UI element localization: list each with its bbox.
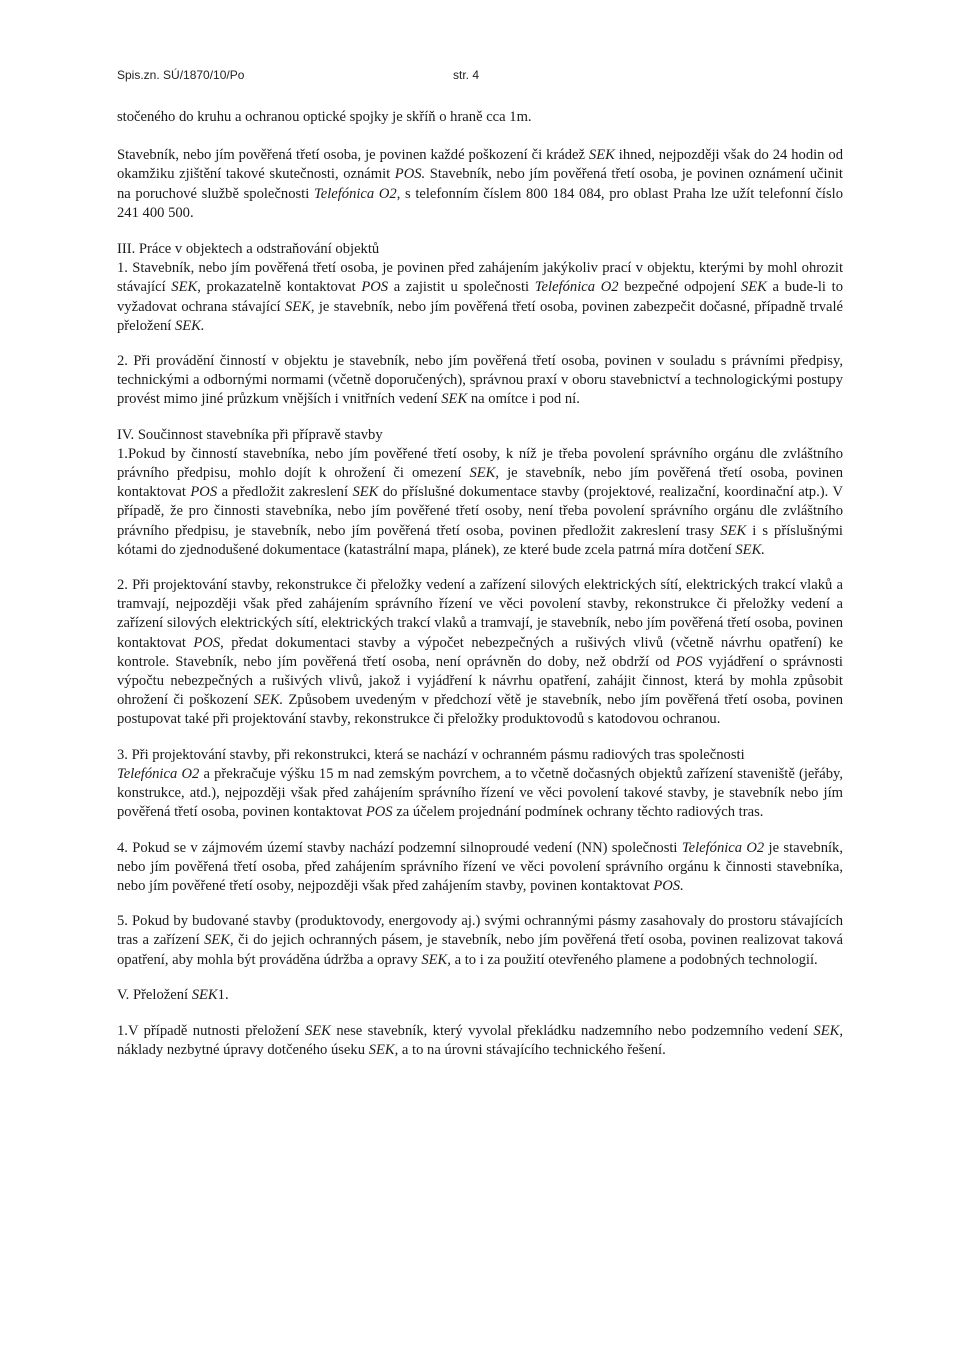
section-heading-iv: IV. Součinnost stavebníka při přípravě stavby bbox=[117, 426, 383, 443]
paragraph-v-1: 1.V případě nutnosti přeložení SEK nese stavebník, který vyvolal překládku nadzemního nebo podzemního vedení SEK, náklady nezbytné úpravy dotčeného úseku SEK, a to na úrovni stávajícího technického řešení. bbox=[117, 1022, 844, 1059]
paragraph-iv-4: 4. Pokud se v zájmovém území stavby nachází podzemní silnoproudé vedení (NN) společnosti Telefónica O2 je stavebník, nebo jím pověřená třetí osoba, před zahájením správního řízení ve věci povolení správního orgánu k činnosti stavebníka, nebo jím pověřené třetí osoby, nejpozději však před zahájením stavby, povinen kontaktovat POS. bbox=[117, 839, 843, 894]
paragraph-iv-3: 3. Při projektování stavby, při rekonstrukci, která se nachází v ochranném pásmu radiových tras společnosti Telefónica O2 a překračuje výšku 15 m nad zemským povrchem, a to včetně dočasných objektů zařízení staveniště (jeřáby, konstrukce, atd.), nejpozději však před zahájením správního řízení ve věci povolení takové stavby, je stavebník nebo jím pověřená třetí osoba, povinen kontaktovat POS za účelem projednání podmínek ochrany těchto radiových tras. bbox=[117, 746, 843, 821]
page-header bbox=[117, 68, 480, 82]
section-heading-iii: III. Práce v objektech a odstraňování objektů bbox=[117, 241, 380, 258]
reference-number: Spis.zn. SÚ/1870/10/Po bbox=[117, 68, 245, 82]
paragraph-continuation: stočeného do kruhu a ochranou optické spojky je skříň o hraně cca 1m. bbox=[117, 109, 532, 125]
paragraph-iv-5: 5. Pokud by budované stavby (produktovody, energovody aj.) svými ochrannými pásmy zasahovaly do prostoru stávajících tras a zařízení SEK, či do jejich ochranných pásem, je stavebník, nebo jím pověřená třetí osoba, povinen realizovat taková opatření, aby mohla být prováděna údržba a opravy SEK, a to i za použití otevřeného plamene a podobných technologií. bbox=[117, 913, 844, 968]
document-body bbox=[117, 108, 843, 1076]
section-heading-v: V. Přeložení SEK1. bbox=[117, 986, 229, 1003]
paragraph-damage-reporting: Stavebník, nebo jím pověřená třetí osoba, je povinen každé poškození či krádež SEK ihned, nejpozději však do 24 hodin od okamžiku zjištění takové skutečnosti, oznámit POS. Stavebník, nebo jím pověřená třetí osoba, je povinen oznámení učinit na poruchové službě společnosti Telefónica O2, s telefonním číslem 800 184 084, pro oblast Praha lze užít telefonní číslo 241 400 500. bbox=[117, 147, 844, 221]
paragraph-iv-2: 2. Při projektování stavby, rekonstrukce či přeložky vedení a zařízení silových elektrických sítí, elektrických trakcí vlaků a tramvají, nejpozději však před zahájením správního řízení ve věci povolení stavby, rekonstrukce či přeložky vedení a zařízení silových elektrických sítí, elektrických trakcí vlaků a tramvají, je stavebník, nebo jím pověřená třetí osoba, povinen kontaktovat POS, předat dokumentaci stavby a výpočet nebezpečných a rušivých vlivů (včetně návrhu opatření) ke kontrole. Stavebník, nebo jím pověřená třetí osoba, není oprávněn do doby, než obdrží od POS vyjádření o správnosti výpočtu nebezpečných a rušivých vlivů, jakož i vyjádření k návrhu opatření, zahájit činnost, která by mohla způsobit ohrožení či poškození SEK. Způsobem uvedeným v předchozí větě je stavebník, nebo jím pověřená třetí osoba, povinen postupovat také při projektování stavby, rekonstrukce či přeložky produktovodů s katodovou ochranou. bbox=[117, 577, 843, 728]
paragraph-iii-2: 2. Při provádění činností v objektu je stavebník, nebo jím pověřená třetí osoba, povinen v souladu s právními předpisy, technickými a odbornými normami (včetně doporučených), správnou praxí v oboru stavebnictví a technologickými postupy provést mimo jiné průzkum vnějších i vnitřních vedení SEK na omítce i pod ní. bbox=[117, 353, 843, 408]
paragraph-iv-1: 1.Pokud by činností stavebníka, nebo jím pověřené třetí osoby, k níž je třeba povolení správního orgánu dle zvláštního právního předpisu, mohlo dojít k ohrožení či omezení SEK, je stavebník, nebo jím pověřená třetí osoba, povinen kontaktovat POS a předložit zakreslení SEK do příslušné dokumentace stavby (projektové, realizační, koordinační atp.). V případě, že pro činnosti stavebníka, nebo jím pověřené třetí osoby, není třeba povolení správního orgánu dle zvláštního právního předpisu, je stavebník, nebo jím pověřená třetí osoba, povinen předložit zakreslení trasy SEK i s příslušnými kótami do zjednodušené dokumentace (katastrální mapa, plánek), ze které bude zcela patrná míra dotčení SEK. bbox=[117, 445, 844, 558]
page-number: str. 4 bbox=[453, 68, 480, 82]
paragraph-iii-1: 1. Stavebník, nebo jím pověřená třetí osoba, je povinen před zahájením jakýkoliv prací v objektu, kterými by mohl ohrozit stávající SEK, prokazatelně kontaktovat POS a zajistit u společnosti Telefónica O2 bezpečné odpojení SEK a bude-li to vyžadovat ochrana stávající SEK, je stavebník, nebo jím pověřená třetí osoba, povinen zabezpečit dočasné, případně trvalé přeložení SEK. bbox=[117, 260, 844, 334]
